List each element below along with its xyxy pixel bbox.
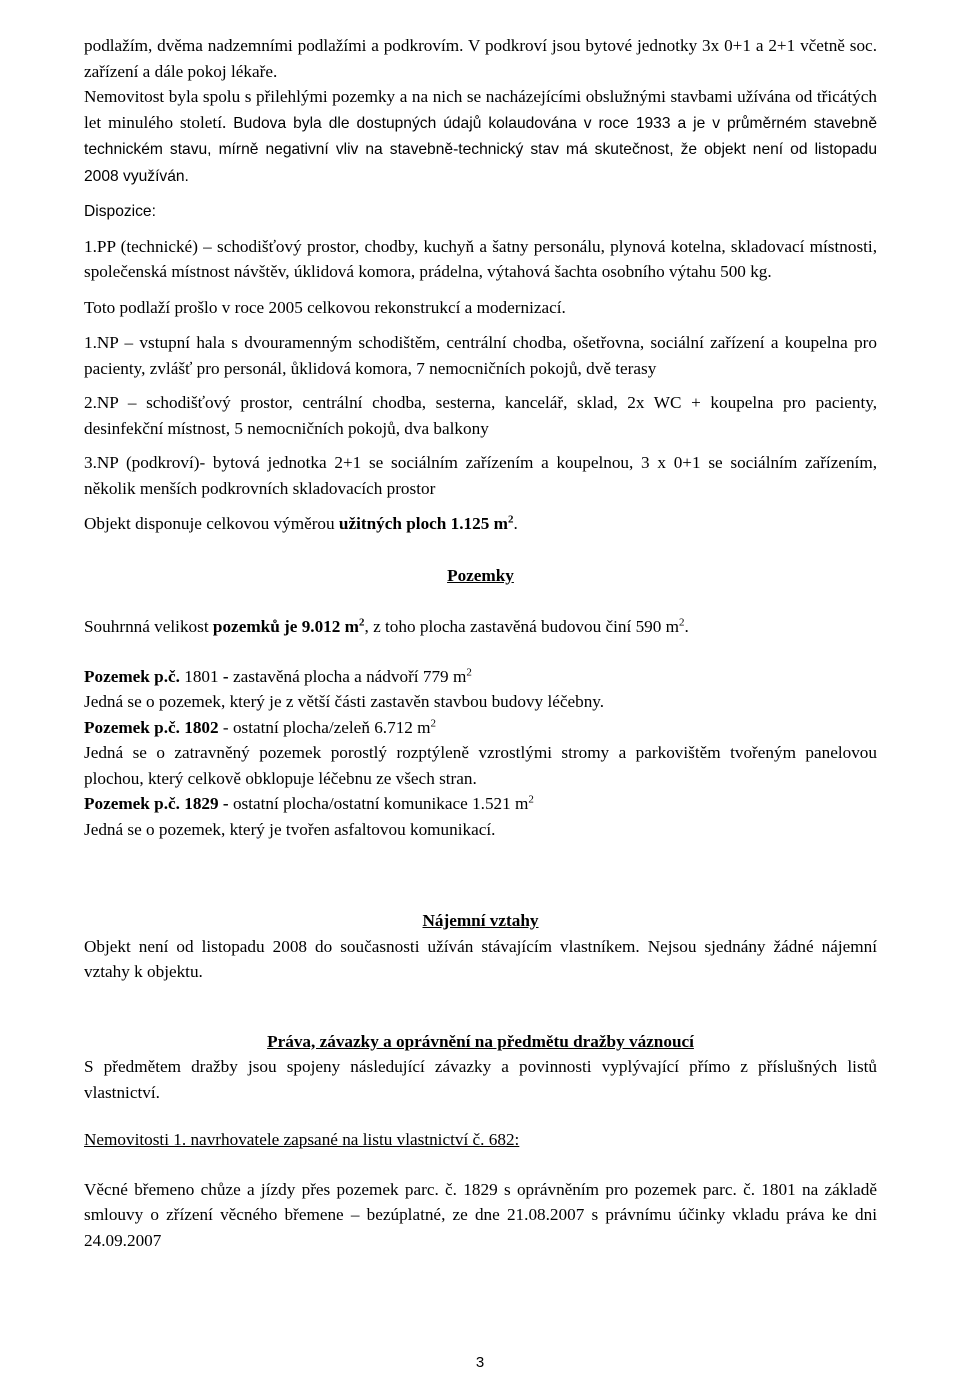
parcel-1829-line [84,791,877,817]
pp-note: Toto podlaží prošlo v roce 2005 celkovou rekonstrukcí a modernizací. [84,297,566,317]
page-number: 3 [475,1354,485,1371]
parcel-1801-line [84,664,877,690]
parcel-number: 1829 [179,794,223,813]
prava-heading: Práva, závazky a oprávnění na předmětu dražby váznoucí [267,1031,694,1051]
intro-line-1a: podlažím, dvěma nadzemními podlažími a podkrovím. [84,36,464,55]
area-paragraph [84,511,877,537]
parcel-desc: ostatní plocha/zeleň 6.712 m [232,717,431,737]
summary-bold: pozemků je 9.012 m [212,617,359,636]
pozemky-summary [84,614,877,640]
np2-paragraph: 2.NP – schodišťový prostor, centrální chodba, sesterna, kancelář, sklad, 2x WC + koupelna pro pacienty, desinfekční místnost, 5 nemocničních pokojů, dva balkony [84,393,877,438]
parcel-desc: ostatní plocha/ostatní komunikace 1.521 m [232,794,529,813]
area-prefix: Objekt disponuje celkovou výměrou [84,514,339,533]
area-sup: 2 [507,513,514,526]
summary-prefix: Souhrnná velikost [84,617,213,636]
pozemky-heading: Pozemky [447,565,514,585]
parcel-1829-note: Jedná se o pozemek, který je tvořen asfaltovou komunikací. [84,819,496,839]
intro-paragraph [84,33,877,84]
intro-line-2: Nemovitost byla spolu s přilehlými pozemky a na nich se nacházejícími obslužnými stavbami užívána od třicátých let minulého století. [84,87,877,132]
np3-paragraph: 3.NP (podkroví)- bytová jednotka 2+1 se sociálním zařízením a koupelnou, 3 x 0+1 se sociálním zařízením, několik menších podkrovních skladovacích prostor [84,453,877,498]
prava-text: S předmětem dražby jsou spojeny následující závazky a povinnosti vyplývající přímo z příslušných listů vlastnictví. [84,1057,877,1102]
parcel-sup: 2 [466,665,472,678]
parcel-label: Pozemek p.č. [84,794,180,813]
document-page [84,33,877,1253]
dispozice-label: Dispozice: [84,203,156,220]
parcel-1802-line [84,715,877,741]
summary-sup: 2 [358,616,365,629]
najem-heading: Nájemní vztahy [422,911,539,930]
summary-mid: , z toho plocha zastavěná budovou činí 590 m [364,617,680,636]
intro-line-3: Budova byla dle dostupných údajů kolaudována v roce 1933 a je v průměrném stavebně technickém stavu, mírně negativní vliv na stavebně-technický stav má skutečnost, že objekt není od listopadu 2008 využíván. [84,114,877,185]
parcel-number: 1802 [179,717,223,737]
parcel-sup: 2 [430,716,437,729]
np1-paragraph: 1.NP – vstupní hala s dvouramenným schodištěm, centrální chodba, ošetřovna, sociální zařízení a koupelna pro pacienty, zvlášť pro personál, ůklidová komora, 7 nemocničních pokojů, dvě terasy [84,333,877,378]
parcel-dash: - [222,717,233,737]
area-suffix: . [513,514,518,533]
parcel-sup: 2 [528,793,534,806]
intro-paragraph-2 [84,84,877,189]
area-bold: užitných ploch 1.125 m [338,514,508,533]
parcel-list [84,664,877,843]
summary-end: . [684,617,689,636]
intro-line-1b: V podkroví jsou bytové jednotky 3x 0+1 a 2+1 včetně soc. zařízení a dále pokoj lékaře. [84,36,877,81]
prava-subheading: Nemovitosti 1. navrhovatele zapsané na listu vlastnictví č. 682: [84,1130,520,1149]
parcel-dash: - [222,794,233,813]
parcel-number: 1801 [179,666,223,686]
burden-paragraph: Věcné břemeno chůze a jízdy přes pozemek parc. č. 1829 s oprávněním pro pozemek parc. č. 1801 na základě smlouvy o zřízení věcného břemene – bezúplatné, ze dne 21.08.2007 s právnímu účinky vkladu práva ke dni 24.09.2007 [84,1179,877,1250]
summary-sup2: 2 [679,616,685,629]
parcel-1801-note: Jedná se o pozemek, který je z větší části zastavěn stavbou budovy léčebny. [84,692,605,711]
najem-text: Objekt není od listopadu 2008 do současnosti užíván stávajícím vlastníkem. Nejsou sjednány žádné nájemní vztahy k objektu. [84,936,877,981]
parcel-1802-note: Jedná se o zatravněný pozemek porostlý rozptýleně vzrostlými stromy a parkovištěm tvořeným panelovou plochou, který celkově obklopuje léčebnu ze všech stran. [84,743,877,788]
parcel-label: Pozemek p.č. [84,666,180,686]
pp-paragraph: 1.PP (technické) – schodišťový prostor, chodby, kuchyň a šatny personálu, plynová kotelna, skladovací místnosti, společenská místnost návštěv, úklidová komora, prádelna, výtahová šachta osobního výtahu 500 kg. [84,236,877,281]
parcel-label: Pozemek p.č. [84,717,180,737]
parcel-desc: zastavěná plocha a nádvoří 779 m [232,666,467,686]
parcel-dash: - [222,666,233,686]
